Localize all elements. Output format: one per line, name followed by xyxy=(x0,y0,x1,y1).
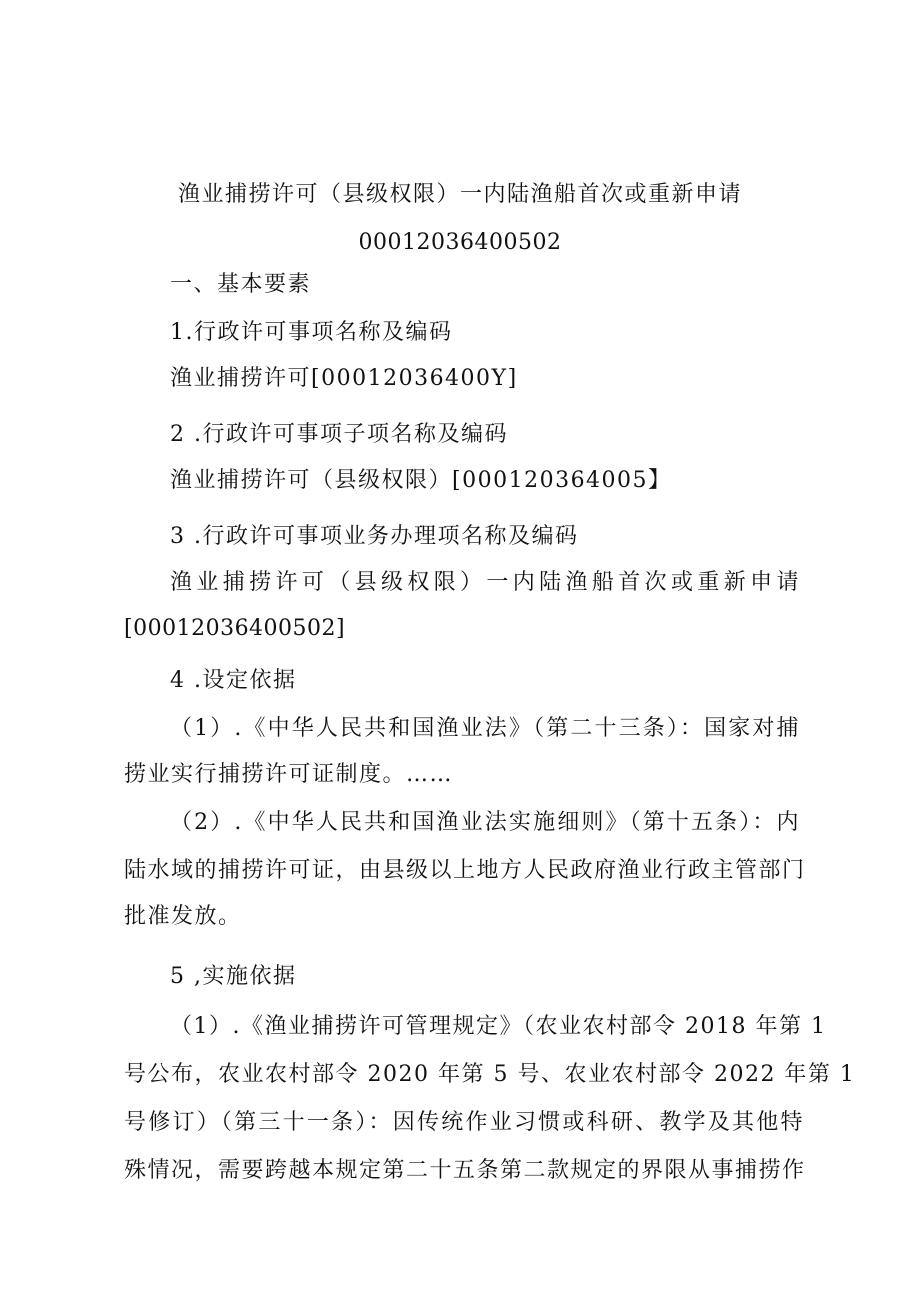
item4-para2-line2: 陆水域的捕捞许可证，由县级以上地方人民政府渔业行政主管部门 xyxy=(124,858,806,883)
document-code: 00012036400502 xyxy=(358,230,562,255)
item5-para1-line4: 殊情况，需要跨越本规定第二十五条第二款规定的界限从事捕捞作 xyxy=(124,1158,806,1183)
item5-para1-line1: （1）.《渔业捕捞许可管理规定》（农业农村部令 2018 年第 1 xyxy=(170,1014,827,1039)
item4-heading: 4 .设定依据 xyxy=(170,668,297,693)
document-title: 渔业捕捞许可（县级权限）一内陆渔船首次或重新申请 xyxy=(177,182,742,207)
item5-heading: 5 ,实施依据 xyxy=(170,964,297,989)
item5-para1-line2: 号公布，农业农村部令 2020 年第 5 号、农业农村部令 2022 年第 1 xyxy=(124,1062,856,1087)
item2-heading: 2 .行政许可事项子项名称及编码 xyxy=(170,422,508,447)
item4-para1-line1: （1）.《中华人民共和国渔业法》（第二十三条）：国家对捕 xyxy=(170,716,800,741)
item4-para2-line1: （2）.《中华人民共和国渔业法实施细则》（第十五条）：内 xyxy=(170,810,800,835)
item5-para1-line3: 号修订）（第三十一条）：因传统作业习惯或科研、教学及其他特 xyxy=(124,1110,804,1135)
item4-para1-line2: 捞业实行捕捞许可证制度。…… xyxy=(124,762,454,787)
item2-value: 渔业捕捞许可（县级权限）[000120364005】 xyxy=(170,468,672,493)
item3-heading: 3 .行政许可事项业务办理项名称及编码 xyxy=(170,524,579,549)
section-basic-heading: 一、基本要素 xyxy=(170,272,312,297)
item1-value: 渔业捕捞许可[00012036400Y] xyxy=(170,366,518,391)
item1-heading: 1.行政许可事项名称及编码 xyxy=(170,320,453,345)
item3-value-line1: 渔业捕捞许可（县级权限）一内陆渔船首次或重新申请 xyxy=(170,570,800,595)
item3-value-line2: [00012036400502] xyxy=(124,616,346,641)
item4-para2-line3: 批准发放。 xyxy=(124,904,242,929)
